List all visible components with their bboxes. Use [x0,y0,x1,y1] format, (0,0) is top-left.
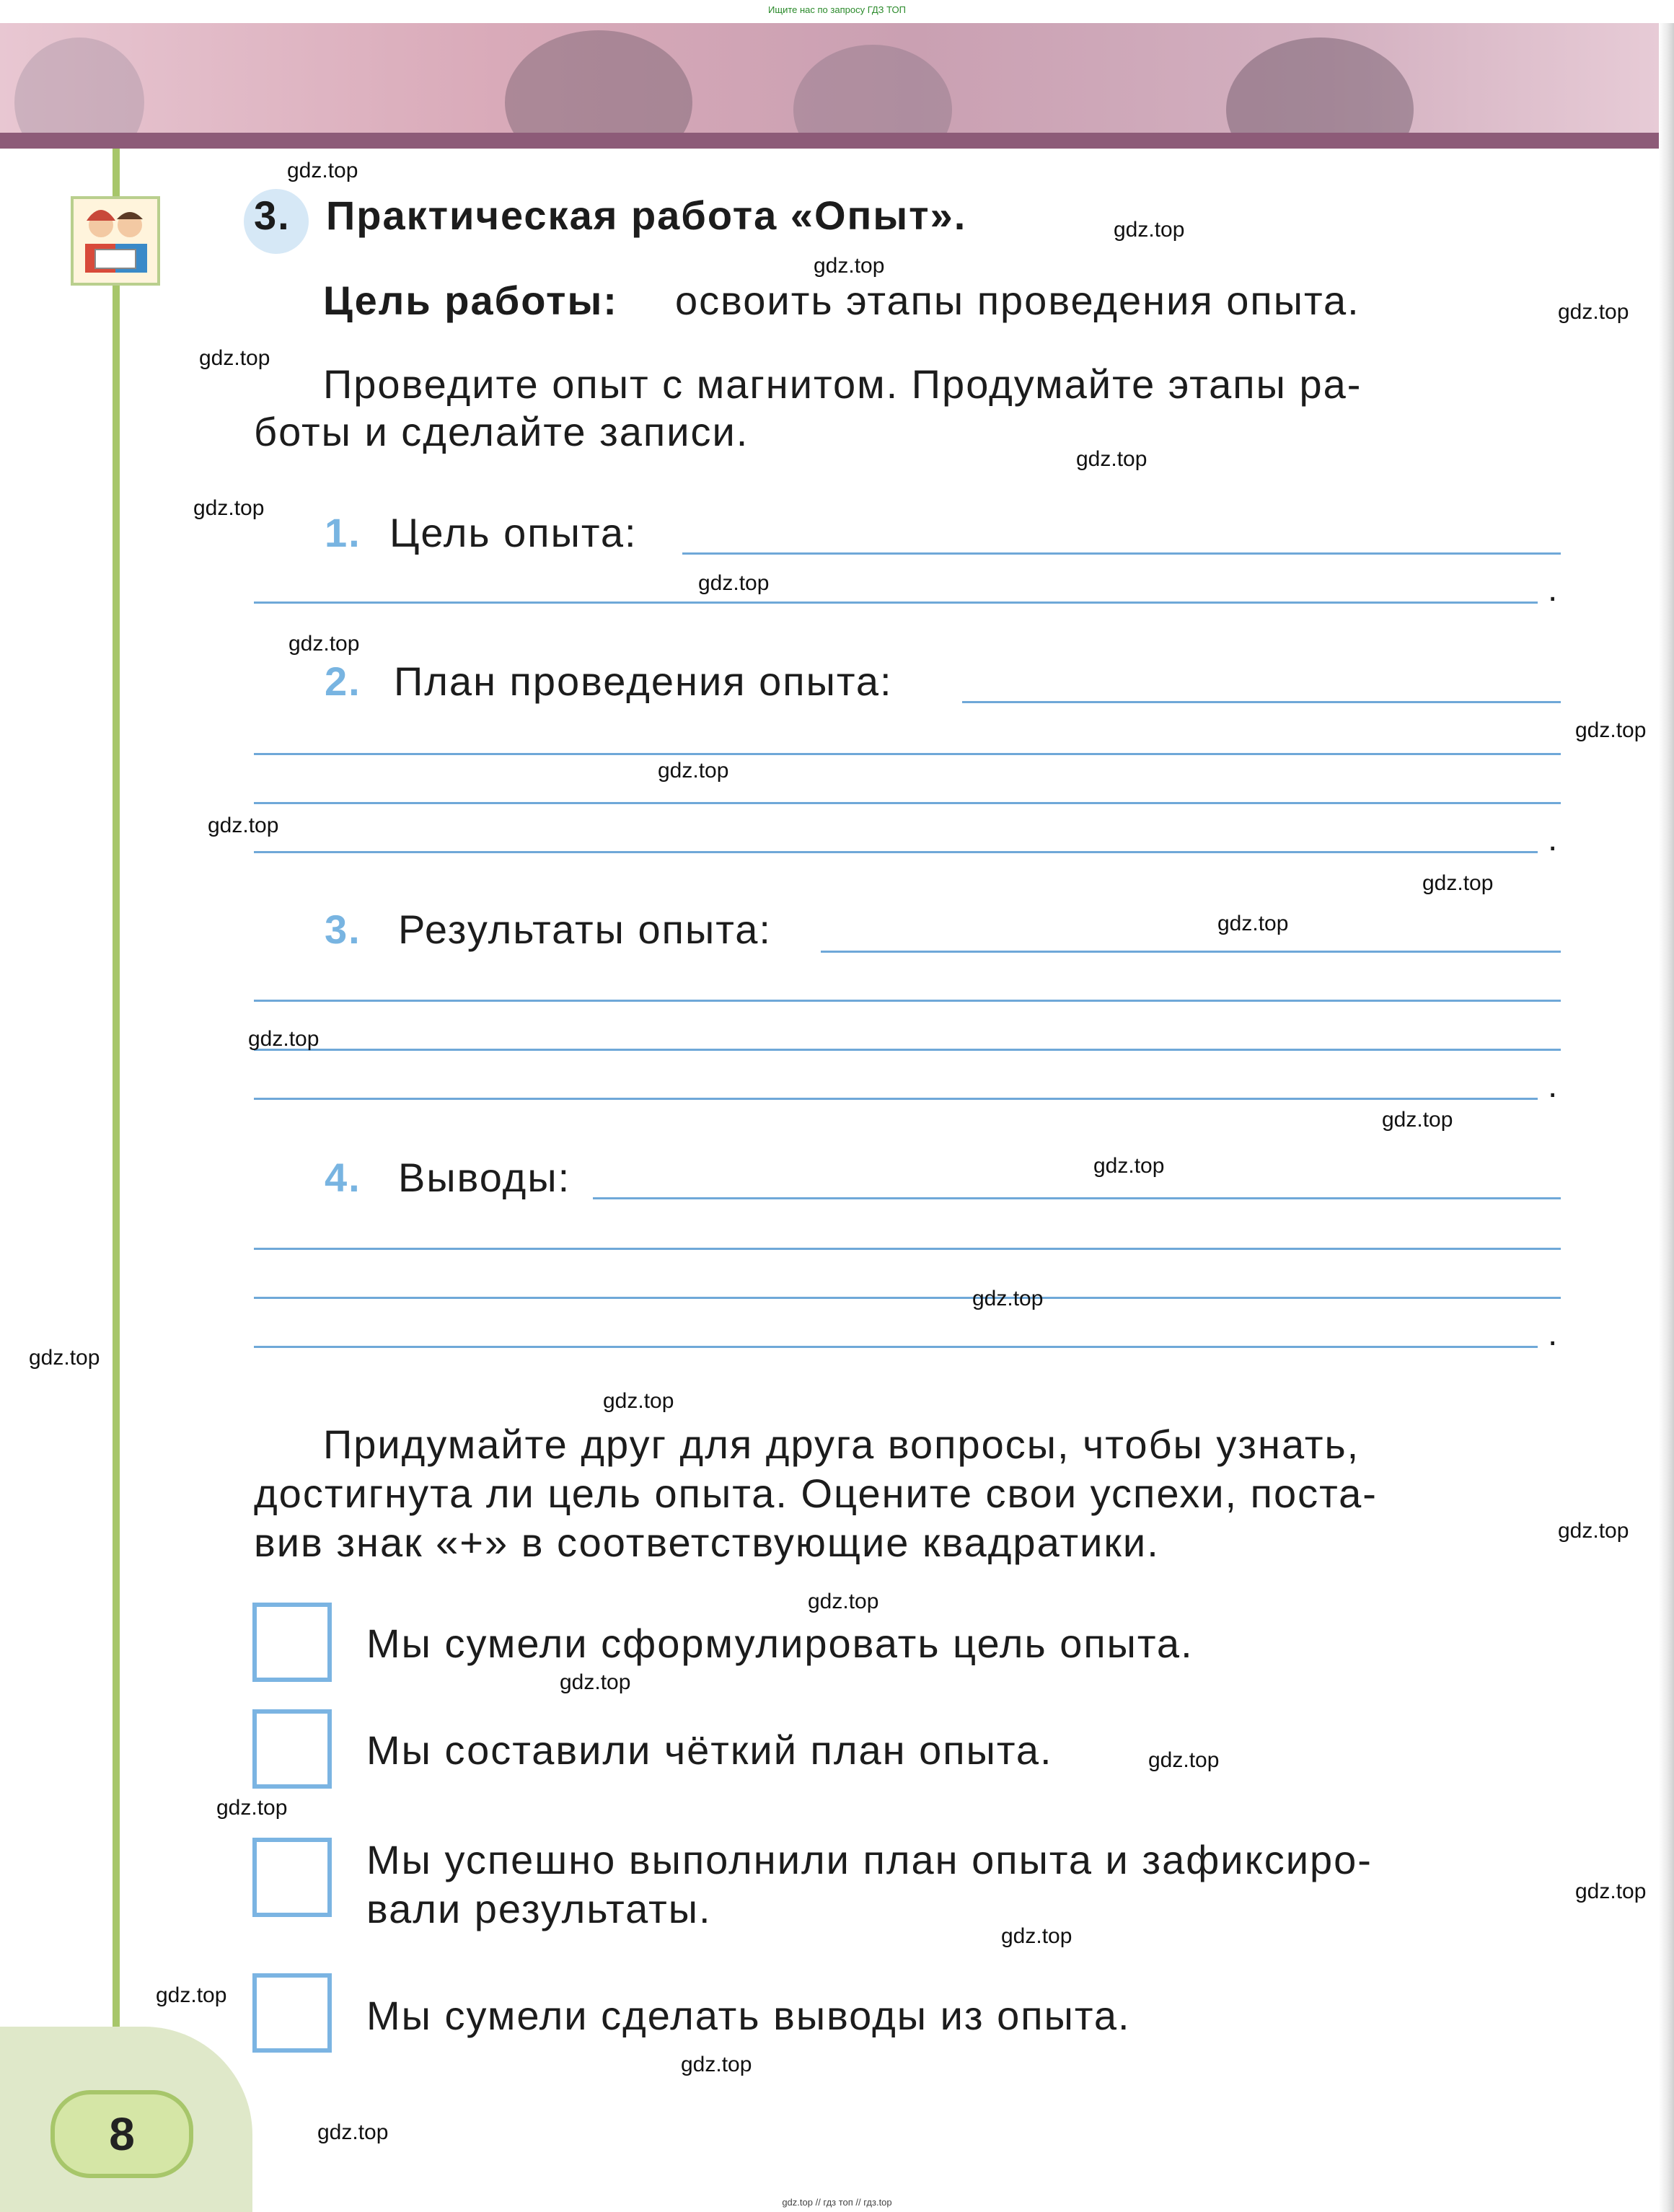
section-2-label: План проведения опыта: [394,658,893,704]
watermark: gdz.top [288,632,360,656]
watermark: gdz.top [1217,912,1289,935]
self-check-line-1: Придумайте друг для друга вопросы, чтобы узнать, [323,1422,1360,1467]
task-number: 3. [254,193,291,238]
section-1-label: Цель опыта: [389,510,638,555]
watermark: gdz.top [248,1027,320,1051]
watermark: gdz.top [1114,218,1185,242]
section-4-number: 4. [325,1155,361,1200]
watermark: gdz.top [658,759,729,783]
checkbox-conclusions[interactable] [252,1973,332,2053]
watermark: gdz.top [1001,1924,1072,1948]
answer-line[interactable] [254,802,1561,804]
watermark: gdz.top [560,1670,631,1694]
watermark: gdz.top [29,1346,100,1370]
watermark: gdz.top [1558,1519,1629,1543]
watermark: gdz.top [972,1287,1044,1310]
answer-line[interactable] [254,1000,1561,1002]
answer-line[interactable] [254,1297,1561,1299]
checkbox-goal[interactable] [252,1603,332,1682]
watermark: gdz.top [216,1796,288,1820]
watermark: gdz.top [808,1590,879,1613]
instruction-line-1: Проведите опыт с магнитом. Продумайте этапы ра- [323,361,1362,407]
answer-line[interactable] [254,602,1538,604]
task-title: Практическая работа «Опыт». [326,193,967,238]
watermark: gdz.top [317,2120,389,2144]
answer-line[interactable] [254,753,1561,755]
section-1-number: 1. [325,510,361,555]
watermark: gdz.top [193,496,265,520]
margin-line [113,149,120,2125]
watermark: gdz.top [603,1389,674,1413]
checklist-item-4: Мы сумели сделать выводы из опыта. [366,1993,1131,2038]
section-3-number: 3. [325,907,361,952]
watermark: gdz.top [1422,871,1494,895]
header-band [0,133,1659,149]
answer-line[interactable] [254,1346,1538,1348]
checkbox-results[interactable] [252,1838,332,1917]
watermark: gdz.top [681,2053,752,2076]
self-check-line-3: вив знак «+» в соответствующие квадратики. [254,1520,1160,1565]
watermark: gdz.top [1575,1880,1647,1903]
line-end-period: . [1548,570,1558,609]
answer-line[interactable] [682,552,1561,555]
watermark: gdz.top [1093,1154,1165,1178]
answer-line[interactable] [821,951,1561,953]
answer-line[interactable] [254,1098,1538,1100]
watermark: gdz.top [814,254,885,278]
page-edge [1659,23,1674,2212]
header-banner-image [0,23,1659,138]
line-end-period: . [1548,1315,1558,1353]
watermark: gdz.top [156,1983,227,2007]
goal-text: освоить этапы проведения опыта. [675,278,1360,323]
watermark: gdz.top [1148,1748,1220,1772]
watermark: gdz.top [1558,300,1629,324]
answer-line[interactable] [593,1197,1561,1199]
section-4-label: Выводы: [398,1155,571,1200]
self-check-line-2: достигнута ли цель опыта. Оцените свои успехи, поста- [254,1471,1378,1516]
answer-line[interactable] [254,1248,1561,1250]
answer-line[interactable] [254,851,1538,853]
watermark: gdz.top [199,346,270,370]
checklist-item-3-line-2: вали результаты. [366,1886,712,1931]
watermark: gdz.top [208,814,279,837]
goal-label: Цель работы: [323,278,618,323]
page-number: 8 [50,2090,193,2178]
answer-line[interactable] [962,701,1561,703]
watermark: gdz.top [1382,1108,1453,1132]
line-end-period: . [1548,1067,1558,1105]
checkbox-plan[interactable] [252,1709,332,1789]
watermark: gdz.top [1076,447,1147,471]
answer-line[interactable] [254,1049,1561,1051]
footer-note: gdz.top // гдз топ // гдз.top [782,2197,892,2208]
watermark: gdz.top [287,159,358,182]
line-end-period: . [1548,820,1558,858]
checklist-item-2: Мы составили чёткий план опыта. [366,1727,1053,1773]
checklist-item-3-line-1: Мы успешно выполнили план опыта и зафиксиро- [366,1837,1373,1882]
reading-children-icon [71,196,160,286]
instruction-line-2: боты и сделайте записи. [254,409,749,454]
section-2-number: 2. [325,658,361,704]
watermark: gdz.top [698,571,770,595]
top-note: Ищите нас по запросу ГДЗ ТОП [768,4,906,15]
section-3-label: Результаты опыта: [398,907,772,952]
watermark: gdz.top [1575,718,1647,742]
checklist-item-1: Мы сумели сформулировать цель опыта. [366,1621,1194,1666]
